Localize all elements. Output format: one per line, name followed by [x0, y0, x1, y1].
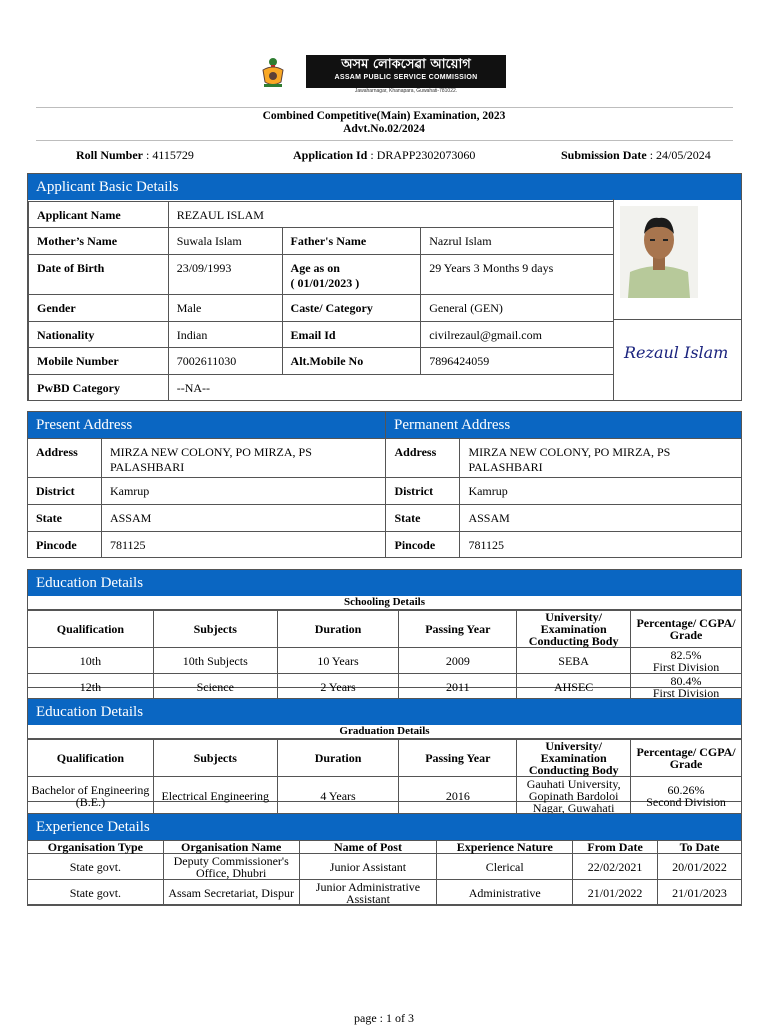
label: District: [28, 478, 102, 505]
experience-table: [27, 840, 742, 906]
grade-division: Second Division: [646, 794, 726, 809]
col-header: Duration: [277, 740, 399, 777]
col-header: To Date: [658, 841, 742, 854]
page-number: page : 1 of 3: [354, 1011, 414, 1025]
applicant-signature: [622, 334, 729, 368]
col-header: Organisation Name: [163, 841, 299, 854]
app-value: DRAPP2302073060: [376, 148, 476, 162]
label: Alt.Mobile No: [282, 348, 421, 375]
schooling-table: [27, 610, 742, 700]
pwbd-value: --NA--: [168, 375, 613, 401]
cell: 2 Years: [277, 674, 399, 700]
permanent-address-value: MIRZA NEW COLONY, PO MIRZA, PS PALASHBARI: [460, 439, 742, 478]
applicant-name: REZAUL ISLAM: [168, 202, 613, 228]
present-state: ASSAM: [101, 505, 386, 532]
grade-cell: [631, 674, 742, 700]
roll-label: Roll Number: [76, 148, 143, 162]
label: Date of Birth: [29, 255, 169, 295]
col-header: Qualification: [28, 740, 154, 777]
cell: 22/02/2021: [573, 854, 658, 880]
col-header: Organisation Type: [28, 841, 164, 854]
graduation-caption: Graduation Details: [28, 725, 741, 739]
cell: 12th: [28, 674, 154, 700]
col-header: Passing Year: [399, 611, 517, 648]
col-header: Duration: [277, 611, 399, 648]
grade-percent: 80.4%: [670, 673, 702, 688]
submission-date: Submission Date : 24/05/2024: [561, 148, 711, 162]
cell: 21/01/2022: [573, 880, 658, 906]
table-row: [28, 854, 742, 880]
cell: Administrative: [437, 880, 573, 906]
age-label: [282, 255, 421, 295]
cell: Electrical Engineering: [153, 777, 277, 815]
label: District: [386, 478, 460, 505]
col-header: Qualification: [28, 611, 154, 648]
permanent-state: ASSAM: [460, 505, 742, 532]
label: State: [28, 505, 102, 532]
age-label-line1: Age as on: [290, 261, 340, 275]
label: Address: [28, 439, 102, 478]
col-header: From Date: [573, 841, 658, 854]
col-header: University/ Examination Conducting Body: [517, 740, 631, 777]
label: Nationality: [29, 322, 169, 348]
experience-section: [27, 813, 742, 905]
table-row: [28, 880, 742, 906]
app-label: Application Id: [293, 148, 368, 162]
permanent-district: Kamrup: [460, 478, 742, 505]
col-header: Subjects: [153, 611, 277, 648]
table-row: [28, 674, 742, 700]
org-bengali-name: অসম লোকসেৱা আয়োগ: [341, 57, 471, 72]
cell: 10th: [28, 648, 154, 674]
label: Father's Name: [282, 228, 421, 255]
cell: Gauhati University, Gopinath Bardoloi Nagar, Guwahati: [517, 777, 631, 815]
label: State: [386, 505, 460, 532]
cell: Clerical: [437, 854, 573, 880]
table-row: [28, 648, 742, 674]
cell: SEBA: [517, 648, 631, 674]
permanent-address-title: Permanent Address: [386, 412, 741, 438]
table-row: [28, 777, 742, 815]
age-label-line2: ( 01/01/2023 ): [290, 276, 360, 290]
grade-cell: [631, 648, 742, 674]
cell: Science: [153, 674, 277, 700]
label: Caste/ Category: [282, 295, 421, 322]
org-address: Jawaharnagar, Khanapara, Guwahati-781022.: [354, 88, 458, 94]
mother-name: Suwala Islam: [168, 228, 282, 255]
age-value: 29 Years 3 Months 9 days: [421, 255, 614, 295]
education-grad-section: [27, 698, 742, 815]
permanent-pincode: 781125: [460, 532, 742, 558]
education-school-section: [27, 569, 742, 700]
caste-value: General (GEN): [421, 295, 614, 322]
basic-details-table: [28, 201, 614, 401]
roll-value: 4115729: [152, 148, 194, 162]
cell: AHSEC: [517, 674, 631, 700]
cell: 2011: [399, 674, 517, 700]
cell: State govt.: [28, 880, 164, 906]
grade-division: First Division: [652, 659, 720, 674]
address-table: [27, 438, 742, 558]
present-district: Kamrup: [101, 478, 386, 505]
section-title: Experience Details: [28, 814, 741, 840]
col-header: Percentage/ CGPA/ Grade: [631, 740, 742, 777]
grade-percent: 82.5%: [670, 647, 702, 662]
label: Gender: [29, 295, 169, 322]
schooling-caption: Schooling Details: [28, 596, 741, 610]
cell: 21/01/2023: [658, 880, 742, 906]
section-title: Applicant Basic Details: [28, 174, 741, 200]
photo-divider: [613, 319, 741, 320]
cell: 4 Years: [277, 777, 399, 815]
section-title: Education Details: [28, 699, 741, 725]
grade-percent: 60.26%: [667, 782, 705, 797]
signature-text: Rezaul Islam: [624, 343, 729, 362]
photo-divider: [613, 199, 614, 400]
label: PwBD Category: [29, 375, 169, 401]
org-english-name: ASSAM PUBLIC SERVICE COMMISSION: [334, 74, 478, 81]
present-pincode: 781125: [101, 532, 386, 558]
exam-title: Combined Competitive(Main) Examination, 2023: [262, 110, 506, 122]
apsc-logo: [306, 55, 506, 88]
cell: 2016: [399, 777, 517, 815]
cell: Junior Administrative Assistant: [299, 880, 437, 906]
col-header: Experience Nature: [437, 841, 573, 854]
mobile-value: 7002611030: [168, 348, 282, 375]
cell: Assam Secretariat, Dispur: [163, 880, 299, 906]
col-header: Percentage/ CGPA/ Grade: [631, 611, 742, 648]
divider: [36, 140, 733, 141]
cell: Junior Assistant: [299, 854, 437, 880]
applicant-photo: [620, 206, 698, 298]
roll-number: Roll Number : 4115729: [76, 148, 194, 162]
cell: Deputy Commissioner's Office, Dhubri: [163, 854, 299, 880]
cell: State govt.: [28, 854, 164, 880]
cell: 10 Years: [277, 648, 399, 674]
email-value: civilrezaul@gmail.com: [421, 322, 614, 348]
date-value: 24/05/2024: [656, 148, 711, 162]
assam-emblem-icon: [258, 56, 288, 90]
col-header: Subjects: [153, 740, 277, 777]
section-title: Education Details: [28, 570, 741, 596]
application-id: Application Id : DRAPP2302073060: [293, 148, 476, 162]
col-header: University/ Examination Conducting Body: [517, 611, 631, 648]
address-section: [27, 411, 742, 558]
divider: [36, 107, 733, 108]
graduation-table: [27, 739, 742, 815]
cell: Bachelor of Engineering (B.E.): [28, 777, 154, 815]
cell: 2009: [399, 648, 517, 674]
label: Applicant Name: [29, 202, 169, 228]
cell: 10th Subjects: [153, 648, 277, 674]
nationality-value: Indian: [168, 322, 282, 348]
label: Pincode: [386, 532, 460, 558]
col-header: Passing Year: [399, 740, 517, 777]
father-name: Nazrul Islam: [421, 228, 614, 255]
col-header: Name of Post: [299, 841, 437, 854]
advt-number: Advt.No.02/2024: [343, 123, 425, 135]
present-address-value: MIRZA NEW COLONY, PO MIRZA, PS PALASHBARI: [101, 439, 386, 478]
dob-value: 23/09/1993: [168, 255, 282, 295]
present-address-title: Present Address: [28, 412, 386, 438]
cell: 20/01/2022: [658, 854, 742, 880]
label: Address: [386, 439, 460, 478]
altmobile-value: 7896424059: [421, 348, 614, 375]
grade-division: First Division: [652, 685, 720, 700]
label: Mother’s Name: [29, 228, 169, 255]
date-label: Submission Date: [561, 148, 647, 162]
label: Mobile Number: [29, 348, 169, 375]
label: Email Id: [282, 322, 421, 348]
grade-cell: [631, 777, 742, 815]
label: Pincode: [28, 532, 102, 558]
gender-value: Male: [168, 295, 282, 322]
